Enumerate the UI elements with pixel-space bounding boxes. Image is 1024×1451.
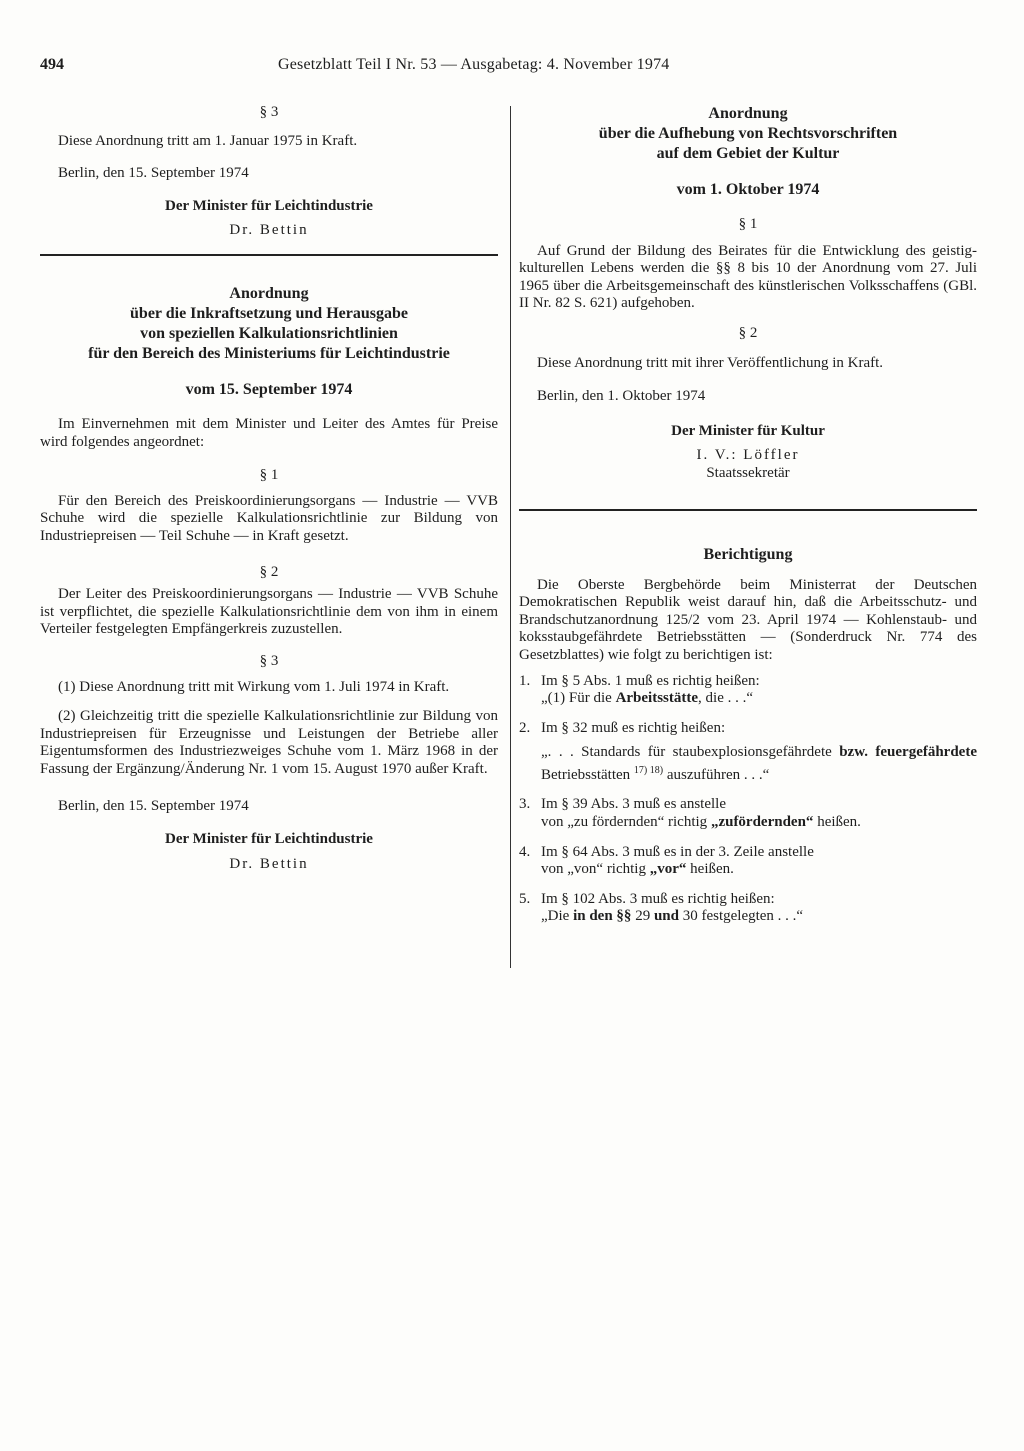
quote-text: „. . . Standards für staubexplosionsgefährdete <box>541 744 840 761</box>
ordinance-title: Anordnung <box>708 105 788 122</box>
item-line: Im § 39 Abs. 3 muß es anstelle <box>541 796 726 813</box>
correction-title: Berichtigung <box>703 545 793 563</box>
column-divider <box>510 106 511 968</box>
ordinance-date: vom 15. September 1974 <box>185 380 353 398</box>
item-quote <box>541 814 977 832</box>
item-number: 1. <box>519 672 531 689</box>
item-number: 4. <box>519 843 531 860</box>
paragraph-text: Diese Anordnung tritt am 1. Januar 1975 in Kraft. <box>58 132 358 149</box>
paragraph-mark: § 2 <box>259 563 279 580</box>
quote-text: 30 festgelegten . . .“ <box>678 908 804 925</box>
quote-bold: und <box>653 908 679 925</box>
paragraph-text: Auf Grund der Bildung des Beirates für die Entwicklung des geistig-kulturellen Lebens werden die §§ 8 bis 10 der Anordnung vom 27. Juli 1965 über die Arbeitsgemeinschaft des künstlerischen Volksschaffens (GBl. II Nr. 82 S. 621) aufgehoben. <box>519 242 977 312</box>
place-date: Berlin, den 15. September 1974 <box>58 165 249 182</box>
ordinance-title-line: von speziellen Kalkulationsrichtlinien <box>140 324 398 342</box>
quote-text: „Die <box>541 908 574 925</box>
left-column <box>40 100 498 873</box>
quote-text: von „von“ richtig <box>541 861 650 878</box>
item-line: Im § 64 Abs. 3 muß es in der 3. Zeile anstelle <box>541 843 814 860</box>
paragraph-text: Für den Bereich des Preiskoordinierungsorgans — Industrie — VVB Schuhe wird die spezielle Kalkulationsrichtlinie zur Bildung von Industriepreisen — Teil Schuhe — in Kraft gesetzt. <box>40 492 498 544</box>
ordinance-title-line: über die Aufhebung von Rechtsvorschriften <box>598 125 898 142</box>
footnote-refs: 17) 18) <box>633 764 664 776</box>
page-number: 494 <box>40 56 64 73</box>
right-column <box>519 100 977 926</box>
item-number: 2. <box>519 719 531 736</box>
item-quote <box>541 744 977 784</box>
quote-bold: Arbeitsstätte <box>615 690 699 707</box>
item-line: Im § 5 Abs. 1 muß es richtig heißen: <box>541 672 760 689</box>
paragraph-text: (2) Gleichzeitig tritt die spezielle Kalkulationsrichtlinie zur Bildung von Industriepreisen für Erzeugnisse und Leistungen der Betriebe aller Eigentumsformen des Industriezweiges Schuhe vom 1. März 1968 in der Fassung der Ergänzung/Änderung Nr. 1 vom 15. August 1970 außer Kraft. <box>40 708 498 777</box>
item-number: 5. <box>519 890 531 907</box>
item-number: 3. <box>519 796 531 813</box>
ordinance-title: Anordnung <box>229 284 309 302</box>
signer-title: Der Minister für Leichtindustrie <box>165 831 373 848</box>
paragraph-mark: § 1 <box>738 216 758 232</box>
quote-text: 29 <box>631 908 654 925</box>
quote-text: heißen. <box>813 814 861 831</box>
quote-bold: bzw. feuergefährdete <box>839 744 977 761</box>
list-item <box>519 796 977 831</box>
paragraph-text: Diese Anordnung tritt mit ihrer Veröffentlichung in Kraft. <box>537 354 884 371</box>
list-item <box>519 844 977 879</box>
quote-text: Betriebsstätten <box>541 766 634 783</box>
signer-title: Der Minister für Kultur <box>671 422 825 439</box>
running-head: Gesetzblatt Teil I Nr. 53 — Ausgabetag: 4. November 1974 <box>278 56 670 73</box>
quote-bold: in den §§ <box>573 908 632 925</box>
quote-text: von „zu fördernden“ richtig <box>541 814 711 831</box>
quote-text: auszuführen . . .“ <box>663 766 770 783</box>
ordinance-intro: Im Einvernehmen mit dem Minister und Leiter des Amtes für Preise wird folgendes angeordnet: <box>40 415 498 450</box>
signer-title: Der Minister für Leichtindustrie <box>165 197 373 214</box>
place-date: Berlin, den 15. September 1974 <box>58 798 249 815</box>
item-line: Im § 102 Abs. 3 muß es richtig heißen: <box>541 890 775 907</box>
paragraph-text: (1) Diese Anordnung tritt mit Wirkung vom 1. Juli 1974 in Kraft. <box>58 678 450 695</box>
paragraph-mark: § 3 <box>259 652 279 669</box>
quote-text: heißen. <box>686 861 734 878</box>
list-item <box>519 720 977 785</box>
paragraph-mark: § 3 <box>259 104 279 120</box>
paragraph-mark: § 2 <box>738 324 758 341</box>
item-line: Im § 32 muß es richtig heißen: <box>541 719 726 736</box>
signer-name: Dr. Bettin <box>229 855 309 872</box>
quote-bold: „vor“ <box>649 861 687 878</box>
paragraph-text: Der Leiter des Preiskoordinierungsorgans — Industrie — VVB Schuhe ist verpflichtet, die spezielle Kalkulationsrichtlinie dem von ihm in einem Verteiler festgelegten Empfängerkreis zuzustellen. <box>40 586 498 638</box>
list-item <box>519 891 977 926</box>
signer-deputy: I. V.: Löffler <box>696 447 800 464</box>
correction-intro: Die Oberste Bergbehörde beim Ministerrat der Deutschen Demokratischen Republik weist darauf hin, daß die Arbeitsschutz- und Brandschutzanordnung 125/2 vom 23. April 1974 — Kohlenstaub- und koksstaubgefährdete Betriebsstätten — (Sonderdruck Nr. 774 des Gesetzblattes) wie folgt zu berichtigen ist: <box>519 576 977 663</box>
ordinance-title-line: über die Inkraftsetzung und Herausgabe <box>130 304 408 322</box>
quote-text: , die . . .“ <box>698 690 754 707</box>
place-date: Berlin, den 1. Oktober 1974 <box>537 388 706 405</box>
quote-text: „(1) Für die <box>541 690 616 707</box>
section-rule <box>519 509 977 511</box>
page-header <box>40 56 976 78</box>
item-quote <box>541 861 977 879</box>
item-quote <box>541 690 977 708</box>
signer-name: Dr. Bettin <box>229 222 309 239</box>
quote-bold: „zufördernden“ <box>710 814 814 831</box>
list-item <box>519 673 977 708</box>
item-quote <box>541 908 977 926</box>
signer-role: Staatssekretär <box>706 464 790 481</box>
section-rule <box>40 254 498 256</box>
paragraph-mark: § 1 <box>259 467 279 484</box>
ordinance-title-line: auf dem Gebiet der Kultur <box>656 145 840 162</box>
correction-list <box>519 673 977 927</box>
ordinance-title-line: für den Bereich des Ministeriums für Leichtindustrie <box>88 344 450 362</box>
ordinance-date: vom 1. Oktober 1974 <box>676 181 820 198</box>
